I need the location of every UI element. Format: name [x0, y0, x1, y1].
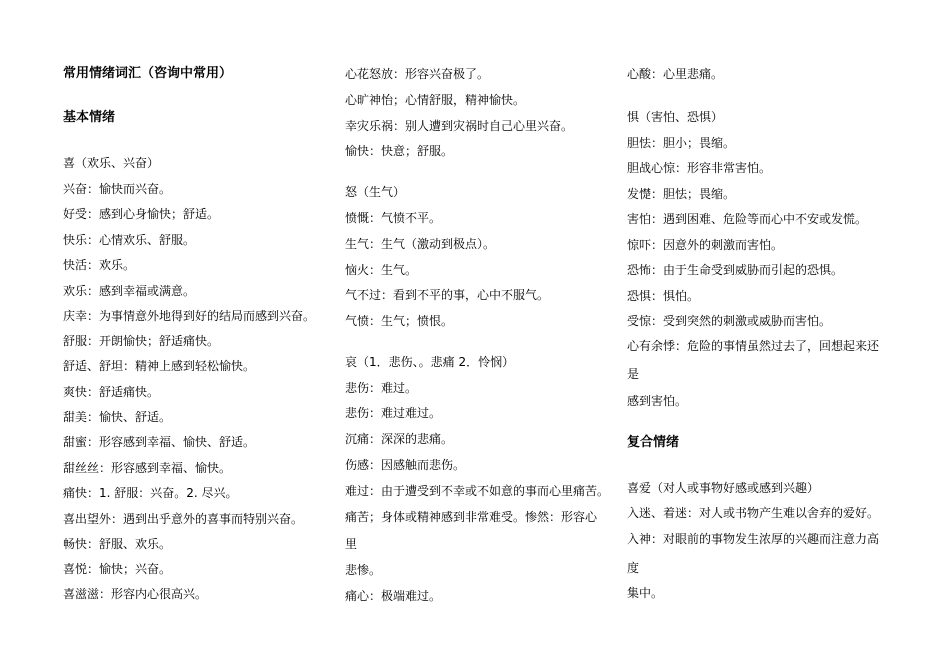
- list-item: 气不过：看到不平的事，心中不服气。: [345, 288, 550, 302]
- list-item: 心旷神怡；心情舒服，精神愉快。: [345, 93, 526, 107]
- section-heading-basic: 基本情绪: [63, 110, 116, 125]
- list-item: 痛快：1. 舒服：兴奋。2. 尽兴。: [63, 486, 238, 500]
- category-heading-joy: 喜（欢乐、兴奋）: [63, 156, 160, 170]
- list-item: 心酸：心里悲痛。: [627, 67, 724, 81]
- category-heading-sorrow: 哀（1．悲伤、。悲痛 2．怜悯）: [345, 355, 515, 369]
- section-heading-compound: 复合情绪: [627, 435, 680, 450]
- list-item: 兴奋：愉快而兴奋。: [63, 182, 172, 196]
- list-item: 畅快：舒服、欢乐。: [63, 537, 172, 551]
- list-item: 喜滋滋：形容内心很高兴。: [63, 587, 208, 601]
- list-item: 发憷：胆怯；畏缩。: [627, 187, 736, 201]
- list-item: 伤感：因感触而悲伤。: [345, 458, 466, 472]
- list-item-continuation: 悲惨。: [345, 563, 382, 577]
- category-heading-anger: 怒（生气）: [345, 185, 406, 199]
- list-item: 入迷、着迷：对人或书物产生难以舍弃的爱好。: [627, 506, 880, 520]
- list-item: 气愤：生气；愤恨。: [345, 314, 454, 328]
- list-item-continuation: 度: [627, 561, 640, 575]
- list-item: 舒服：开朗愉快；舒适痛快。: [63, 334, 220, 348]
- list-item: 惊吓：因意外的刺激而害怕。: [627, 238, 784, 252]
- list-item-continuation: 是: [627, 367, 640, 381]
- list-item: 受惊：受到突然的刺激或威胁而害怕。: [627, 314, 832, 328]
- list-item: 喜出望外：遇到出乎意外的喜事而特别兴奋。: [63, 512, 304, 526]
- list-item: 愉快：快意；舒服。: [345, 144, 454, 158]
- list-item: 欢乐：感到幸福或满意。: [63, 284, 196, 298]
- list-item: 悲伤：难过难过。: [345, 406, 442, 420]
- list-item: 甜丝丝：形容感到幸福、愉快。: [63, 461, 232, 475]
- list-item: 悲伤：难过。: [345, 381, 418, 395]
- document-title: 常用情绪词汇（咨询中常用）: [63, 66, 233, 81]
- list-item: 生气：生气（激动到极点）。: [345, 237, 496, 251]
- list-item: 恐怖：由于生命受到威胁而引起的恐惧。: [627, 263, 844, 277]
- list-item: 甜美：愉快、舒适。: [63, 410, 172, 424]
- list-item: 心有余悸：危险的事情虽然过去了，回想起来还: [627, 339, 880, 353]
- list-item: 爽快：舒适痛快。: [63, 385, 160, 399]
- list-item: 恼火：生气。: [345, 263, 418, 277]
- list-item: 入神：对眼前的事物发生浓厚的兴趣而注意力高: [627, 532, 880, 546]
- list-item: 恐惧：惧怕。: [627, 289, 700, 303]
- list-item: 害怕：遇到困难、危险等而心中不安或发慌。: [627, 212, 868, 226]
- list-item: 痛苦；身体或精神感到非常难受。惨然：形容心: [345, 510, 598, 524]
- list-item-continuation: 集中。: [627, 586, 664, 600]
- list-item: 庆幸：为事情意外地得到好的结局而感到兴奋。: [63, 309, 316, 323]
- category-heading-love: 喜爱（对人或事物好感或感到兴趣）: [627, 481, 820, 495]
- list-item: 痛心：极端难过。: [345, 589, 442, 603]
- list-item: 好受：感到心身愉快；舒适。: [63, 207, 220, 221]
- list-item: 胆怯：胆小；畏缩。: [627, 136, 736, 150]
- list-item: 沉痛：深深的悲痛。: [345, 432, 454, 446]
- list-item-continuation: 感到害怕。: [627, 394, 688, 408]
- list-item-continuation: 里: [345, 537, 358, 551]
- list-item: 喜悦：愉快；兴奋。: [63, 562, 172, 576]
- list-item: 快活：欢乐。: [63, 258, 136, 272]
- list-item: 胆战心惊：形容非常害怕。: [627, 161, 772, 175]
- list-item: 舒适、舒坦：精神上感到轻松愉快。: [63, 359, 256, 373]
- list-item: 幸灾乐祸：别人遭到灾祸时自己心里兴奋。: [345, 119, 574, 133]
- list-item: 难过：由于遭受到不幸或不如意的事而心里痛苦。: [345, 484, 610, 498]
- list-item: 愤慨：气愤不平。: [345, 211, 442, 225]
- list-item: 甜蜜：形容感到幸福、愉快、舒适。: [63, 435, 256, 449]
- list-item: 心花怒放：形容兴奋极了。: [345, 67, 490, 81]
- list-item: 快乐：心情欢乐、舒服。: [63, 233, 196, 247]
- category-heading-fear: 惧（害怕、恐惧）: [627, 110, 724, 124]
